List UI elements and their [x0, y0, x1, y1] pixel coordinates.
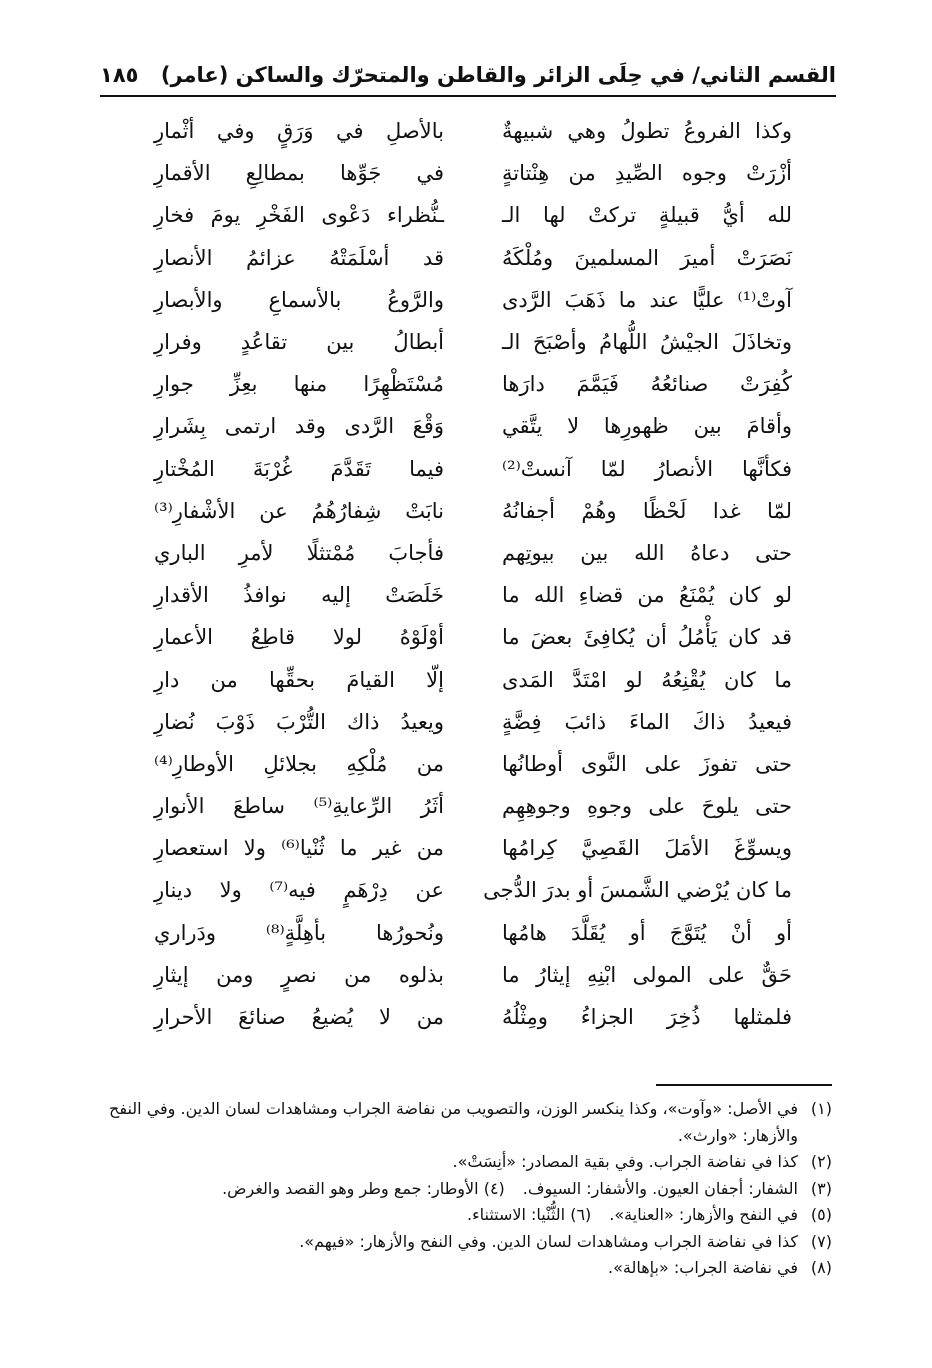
verse-second-hemistich: وَقْعَ الرَّدى وقد ارتمى بِشَرارِ: [154, 414, 444, 439]
verse-first-hemistich: ما كان يُقْنِعُهُ لو امْتَدَّ المَدى: [502, 667, 792, 692]
footnote-body: الشفار: أجفان العيون. والأشفار: السيوف.: [522, 1178, 798, 1198]
verse-first-hemistich: ما كان يُرْضي الشَّمسَ أو بدرَ الدُّجى: [483, 878, 792, 903]
verse-first-hemistich: فلمثلها ذُخِرَ الجزاءُ ومِثْلُهُ: [502, 1005, 792, 1030]
footnote-body: كذا في نفاضة الجراب. وفي بقية المصادر: «أنِسَتْ».: [452, 1152, 798, 1171]
verse-second-hemistich: ونُحورُها بأهِلَّةٍ⁽⁸⁾ ودَراري: [154, 920, 444, 945]
verse-second-hemistich: عن دِرْهَمٍ فيه⁽⁷⁾ ولا دينارِ: [154, 878, 445, 903]
verse-second-hemistich: فيما تَقَدَّمَ غُرْبَةَ المُخْتارِ: [154, 456, 444, 481]
verse-first-hemistich: حتى دعاهُ الله بين بيوتِهم: [502, 540, 792, 565]
verse-first-hemistich: وأقامَ بين ظهورِها لا يتَّقي: [502, 414, 792, 439]
footnote-number: (٨): [810, 1258, 832, 1277]
verse: [140, 869, 792, 911]
verse-second-hemistich: أوْلَوْهُ لولا قاطِعُ الأعمارِ: [154, 625, 444, 650]
verse-second-hemistich: من غير ما ثُنْيا⁽⁶⁾ ولا استعصارِ: [154, 836, 445, 861]
verse-first-hemistich: لمّا غدا لَحْظًا وهُمْ أجفانُهُ: [502, 498, 792, 523]
verse-second-hemistich: بالأصلِ في وَرَقٍ وفي أثْمارِ: [154, 119, 444, 144]
verse-first-hemistich: فيعيدُ ذاكَ الماءَ ذائبَ فِضَّةٍ: [502, 709, 792, 734]
poem: [140, 110, 792, 1038]
verse: [140, 448, 792, 490]
footnote-number: (٥): [810, 1205, 832, 1224]
verse-first-hemistich: نَصَرَتْ أميرَ المسلمينَ ومُلْكَهُ: [502, 245, 792, 270]
verse-second-hemistich: والرَّوعُ بالأسماعِ والأبصارِ: [154, 287, 444, 312]
verse: [140, 321, 792, 363]
verse-second-hemistich: مُسْتَظْهِرًا منها بعِزِّ جوارِ: [154, 372, 444, 397]
verse-first-hemistich: وكذا الفروعُ تطولُ وهي شبيهةٌ: [502, 119, 792, 144]
verse: [140, 616, 792, 658]
verse-second-hemistich: إلّا القيامَ بحقِّها من دارِ: [154, 667, 444, 692]
verse-second-hemistich: بذلوه من نصرٍ ومن إيثارِ: [154, 962, 444, 987]
footnote-number: (٧): [810, 1231, 832, 1251]
verse-first-hemistich: حتى يلوحَ على وجوهِ وجوهِهِم: [502, 794, 792, 819]
verse-first-hemistich: حتى تفوزَ على النَّوى أوطانُها: [502, 751, 792, 776]
verse: [140, 912, 792, 954]
verse-second-hemistich: فأجابَ مُمْتثلًا لأمرِ الباري: [154, 540, 444, 565]
footnote: [104, 1176, 832, 1203]
footnote-body: في الأصل: «وآوت»، وكذا ينكسر الوزن، والتصويب من نفاضة الجراب ومشاهدات لسان الدين. وفي النفح والأزهار: «وارث».: [109, 1099, 798, 1145]
footnote: [104, 1096, 832, 1149]
verse: [140, 194, 792, 236]
verse: [140, 279, 792, 321]
footnote-number: (٣): [810, 1178, 832, 1198]
verse-second-hemistich: من لا يُضيعُ صنائعَ الأحرارِ: [154, 1005, 444, 1030]
verse-first-hemistich: قد كان يَأْمُلُ أن يُكافِئَ بعضَ ما: [502, 625, 792, 650]
footnote-text: [104, 1255, 798, 1282]
verse: [140, 658, 792, 700]
verse-second-hemistich: نابَتْ شِفارُهُمُ عن الأشْفارِ⁽³⁾: [154, 498, 444, 523]
page-number: ١٨٥: [100, 63, 139, 87]
verse: [140, 532, 792, 574]
footnote-body: كذا في نفاضة الجراب ومشاهدات لسان الدين. وفي النفح والأزهار: «فيهم».: [299, 1231, 798, 1251]
footnote-body: في النفح والأزهار: «العناية».: [609, 1205, 798, 1224]
footnote: [104, 1149, 832, 1176]
verse-second-hemistich: في جَوِّها بمطالِعِ الأقمارِ: [154, 161, 444, 186]
page-header: [100, 58, 836, 92]
verse-first-hemistich: لله أيُّ قبيلةٍ تركتْ لها الـ: [502, 203, 792, 228]
verse-first-hemistich: وتخاذَلَ الجيْشُ اللُّهامُ وأصْبَحَ الـ: [502, 330, 792, 355]
verse: [140, 237, 792, 279]
footnote: [104, 1229, 832, 1256]
footnote-number: (٦): [570, 1205, 592, 1224]
verse: [140, 152, 792, 194]
verse: [140, 363, 792, 405]
footnote-text: [104, 1202, 798, 1229]
verse: [140, 996, 792, 1038]
footnote-body: الأوطار: جمع وطر وهو القصد والغرض.: [222, 1178, 479, 1198]
verse: [140, 405, 792, 447]
verse: [140, 574, 792, 616]
footnote-body: في نفاضة الجراب: «بإهالة».: [608, 1258, 798, 1277]
footnote-text: [104, 1149, 798, 1176]
footnote-text: [104, 1176, 798, 1203]
footnote-body: الثُّنْيا: الاستثناء.: [467, 1205, 566, 1224]
verse-second-hemistich: ويعيدُ ذاك التُّرْبَ ذَوْبَ نُضارِ: [154, 709, 444, 734]
verse-second-hemistich: قد أسْلَمَتْهُ عزائمُ الأنصارِ: [154, 245, 444, 270]
footnotes: [104, 1096, 832, 1282]
footnote-number: (٢): [810, 1152, 832, 1171]
footnote: [104, 1202, 832, 1229]
verse-first-hemistich: أزْرَتْ وجوه الصِّيدِ من هِنْتاتةٍ: [502, 161, 792, 186]
verse-first-hemistich: فكأنَّها الأنصارُ لمّا آنستْ⁽²⁾: [502, 456, 792, 481]
verse: [140, 827, 792, 869]
verse-first-hemistich: آوتْ⁽¹⁾ عليًّا عند ما ذَهَبَ الرَّدى: [502, 287, 792, 312]
verse: [140, 743, 792, 785]
verse-first-hemistich: لو كان يُمْنَعُ من قضاءِ الله ما: [502, 583, 792, 608]
verse-second-hemistich: أبطالُ بين تقاعُدٍ وفرارِ: [154, 330, 444, 355]
verse: [140, 490, 792, 532]
header-rule: [100, 95, 836, 97]
verse: [140, 701, 792, 743]
verse-first-hemistich: حَقٌّ على المولى ابْنِهِ إيثارُ ما: [502, 962, 792, 987]
verse-second-hemistich: من مُلْكِهِ بجلائلِ الأوطارِ⁽⁴⁾: [154, 751, 444, 776]
verse: [140, 110, 792, 152]
footnote-text: [104, 1096, 798, 1149]
verse-first-hemistich: كُفِرَتْ صنائعُهُ فَيَمَّمَ دارَها: [502, 372, 792, 397]
footnote-number: (٤): [483, 1178, 505, 1198]
verse-second-hemistich: خَلَصَتْ إليه نوافذُ الأقدارِ: [154, 583, 444, 608]
verse-first-hemistich: أو أنْ يُتَوَّجَ أو يُقَلَّدَ هامُها: [502, 920, 792, 945]
footnote-separator: [656, 1084, 832, 1086]
running-title: القسم الثاني/ في حِلَى الزائر والقاطن والمتحرّك والساكن (عامر): [160, 63, 836, 87]
footnote-text: [104, 1229, 798, 1256]
verse-second-hemistich: ـنُّظراء دَعْوى الفَخْرِ يومَ فخارِ: [154, 203, 444, 228]
footnote: [104, 1255, 832, 1282]
verse-second-hemistich: أثَرُ الرِّعايةِ⁽⁵⁾ ساطعَ الأنوارِ: [154, 794, 445, 819]
footnote-number: (١): [810, 1099, 832, 1118]
verse-first-hemistich: ويسوِّغَ الأمَلَ القَصِيَّ كِرامُها: [502, 836, 792, 861]
verse: [140, 785, 792, 827]
verse: [140, 954, 792, 996]
